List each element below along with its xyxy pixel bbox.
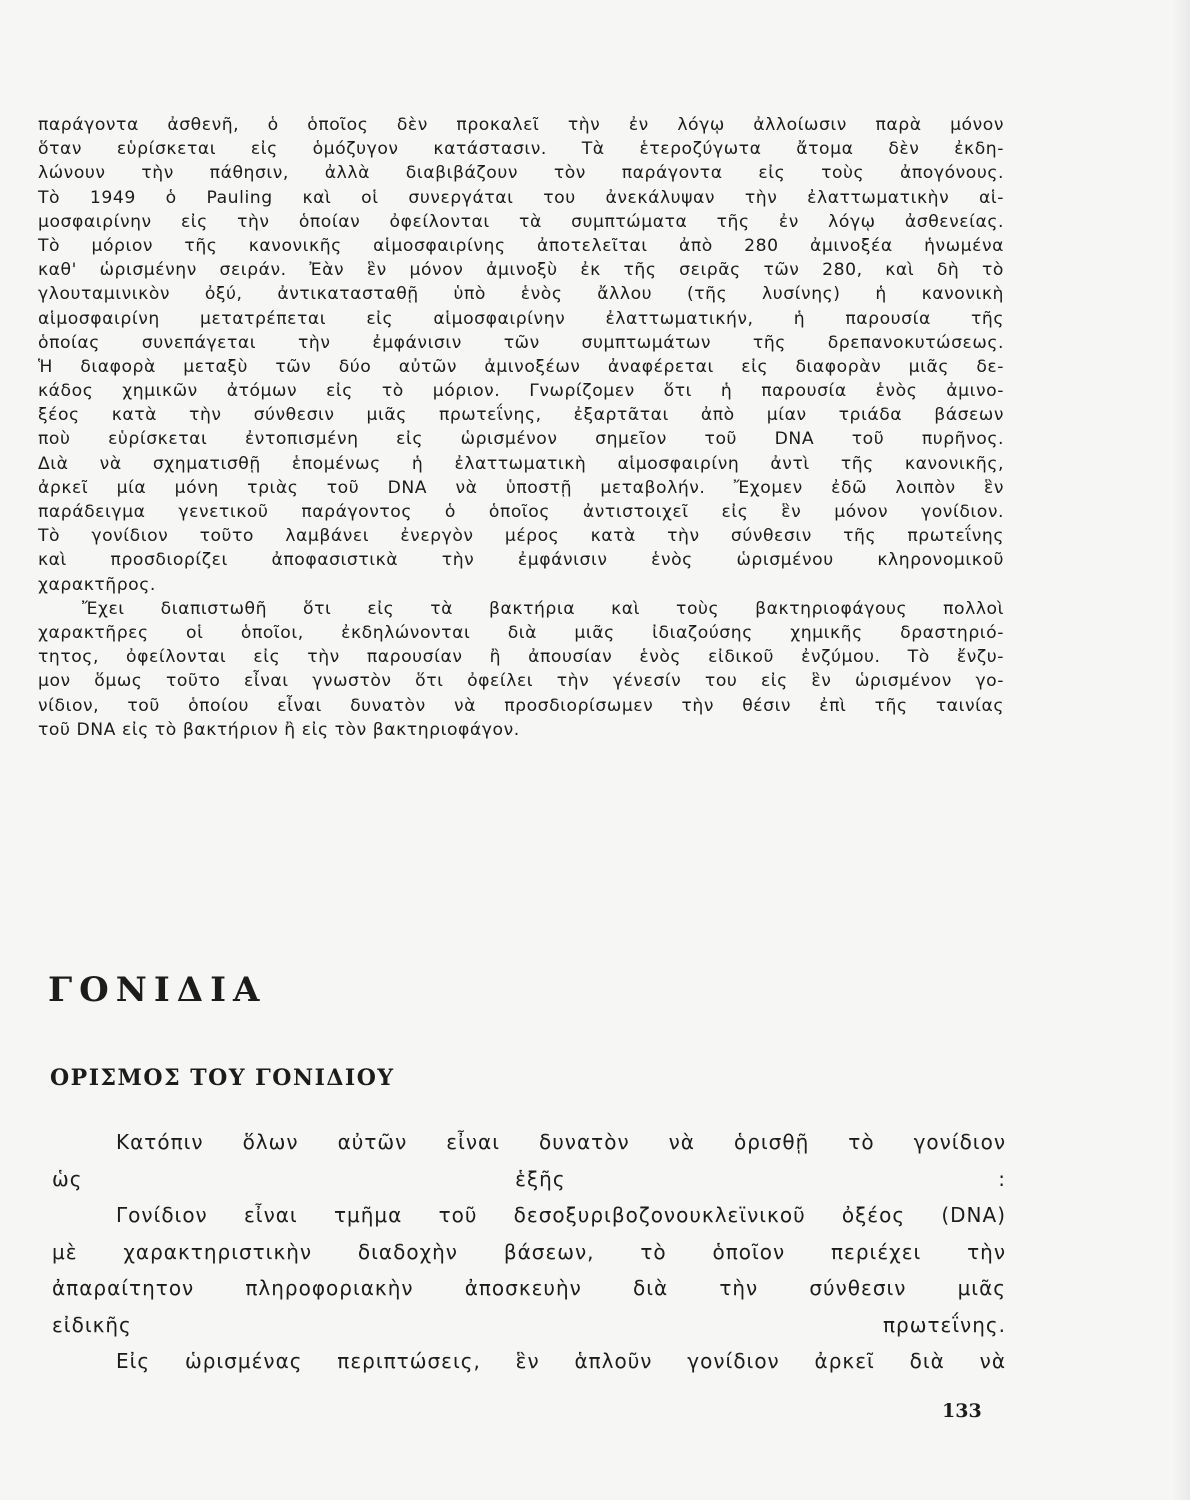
- body-text: [38, 113, 1004, 742]
- text-line: ποὺ εὑρίσκεται ἐντοπισμένη εἰς ὡρισμένον σημεῖον τοῦ DNA τοῦ πυρῆνος.: [38, 429, 1004, 450]
- text-line: μὲ χαρακτηριστικὴν διαδοχὴν βάσεων, τὸ ὁποῖον περιέχει τὴν: [52, 1239, 1006, 1264]
- text-line: Τὸ γονίδιον τοῦτο λαμβάνει ἐνεργὸν μέρος κατὰ τὴν σύνθεσιν τῆς πρωτεΐνης: [38, 526, 1004, 547]
- text-line: εἰδικῆς πρωτεΐνης.: [52, 1312, 1006, 1337]
- text-line: ξέος κατὰ τὴν σύνθεσιν μιᾶς πρωτεΐνης, ἐξαρτᾶται ἀπὸ μίαν τριάδα βάσεων: [38, 405, 1004, 426]
- text-line: Κατόπιν ὅλων αὐτῶν εἶναι δυνατὸν νὰ ὁρισθῇ τὸ γονίδιον: [116, 1130, 1006, 1154]
- text-line: Τὸ 1949 ὁ Pauling καὶ οἱ συνεργάται του ἀνεκάλυψαν τὴν ἐλαττωματικὴν αἱ-: [38, 187, 1004, 208]
- text-line: Γονίδιον εἶναι τμῆμα τοῦ δεσοξυριβοζονουκλεϊνικοῦ ὀξέος (DNA): [116, 1203, 1006, 1227]
- text-line: Διὰ νὰ σχηματισθῇ ἑπομένως ἡ ἐλαττωματικὴ αἱμοσφαιρίνη ἀντὶ τῆς κανονικῆς,: [38, 453, 1004, 474]
- text-line: γλουταμινικὸν ὀξύ, ἀντικατασταθῇ ὑπὸ ἑνὸς ἄλλου (τῆς λυσίνης) ἡ κανονικὴ: [38, 284, 1004, 305]
- text-line: Ἡ διαφορὰ μεταξὺ τῶν δύο αὐτῶν ἀμινοξέων ἀναφέρεται εἰς διαφορὰν μιᾶς δε-: [38, 356, 1004, 377]
- text-line: ὁποίας συνεπάγεται τὴν ἐμφάνισιν τῶν συμπτωμάτων τῆς δρεπανοκυτώσεως.: [38, 332, 1004, 353]
- text-line: Ἔχει διαπιστωθῆ ὅτι εἰς τὰ βακτήρια καὶ τοὺς βακτηριοφάγους πολλοὶ: [82, 598, 1004, 619]
- text-line: τητος, ὀφείλονται εἰς τὴν παρουσίαν ἢ ἀπουσίαν ἑνὸς εἰδικοῦ ἐνζύμου. Τὸ ἔνζυ-: [38, 647, 1004, 668]
- text-line: Εἰς ὡρισμένας περιπτώσεις, ἓν ἁπλοῦν γονίδιον ἀρκεῖ διὰ νὰ: [116, 1349, 1006, 1373]
- text-line: Τὸ μόριον τῆς κανονικῆς αἱμοσφαιρίνης ἀποτελεῖται ἀπὸ 280 ἀμινοξέα ἡνωμένα: [38, 235, 1004, 256]
- text-line: παράγοντα ἀσθενῆ, ὁ ὁποῖος δὲν προκαλεῖ τὴν ἐν λόγῳ ἀλλοίωσιν παρὰ μόνον: [38, 115, 1004, 135]
- text-line: τοῦ DNA εἰς τὸ βακτήριον ἢ εἰς τὸν βακτηριοφάγον.: [38, 719, 520, 740]
- text-line: καὶ προσδιορίζει ἀποφασιστικὰ τὴν ἐμφάνισιν ἑνὸς ὡρισμένου κληρονομικοῦ: [38, 550, 1004, 571]
- text-line: ἀρκεῖ μία μόνη τριὰς τοῦ DNA νὰ ὑποστῇ μεταβολήν. Ἔχομεν ἐδῶ λοιπὸν ἓν: [38, 477, 1004, 498]
- text-line: χαρακτῆρος.: [38, 574, 156, 595]
- page-number: 133: [942, 1400, 982, 1422]
- text-line: ἀπαραίτητον πληροφοριακὴν ἀποσκευὴν διὰ τὴν σύνθεσιν μιᾶς: [52, 1276, 1006, 1300]
- section-heading: ΟΡΙΣΜΟΣ ΤΟΥ ΓΟΝΙΔΙΟΥ: [50, 1065, 395, 1091]
- text-line: αἱμοσφαιρίνη μετατρέπεται εἰς αἱμοσφαιρίνην ἐλαττωματικήν, ἡ παρουσία τῆς: [38, 308, 1004, 329]
- text-line: μον ὅμως τοῦτο εἶναι γνωστὸν ὅτι ὀφείλει τὴν γένεσίν του εἰς ἓν ὡρισμένον γο-: [38, 671, 1004, 692]
- text-line: ὡς ἑξῆς :: [52, 1166, 1006, 1191]
- text-line: παράδειγμα γενετικοῦ παράγοντος ὁ ὁποῖος ἀντιστοιχεῖ εἰς ἓν μόνον γονίδιον.: [38, 502, 1004, 522]
- page-edge-shadow: [1172, 0, 1190, 1500]
- text-line: κάδος χημικῶν ἀτόμων εἰς τὸ μόριον. Γνωρίζομεν ὅτι ἡ παρουσία ἑνὸς ἀμινο-: [38, 381, 1004, 402]
- text-line: λώνουν τὴν πάθησιν, ἀλλὰ διαβιβάζουν τὸν παράγοντα εἰς τοὺς ἀπογόνους.: [38, 163, 1004, 184]
- text-line: νίδιον, τοῦ ὁποίου εἶναι δυνατὸν νὰ προσδιορίσωμεν τὴν θέσιν ἐπὶ τῆς ταινίας: [38, 695, 1004, 716]
- chapter-heading: ΓΟΝΙΔΙΑ: [48, 970, 267, 1010]
- text-line: χαρακτῆρες οἱ ὁποῖοι, ἐκδηλώνονται διὰ μιᾶς ἰδιαζούσης χημικῆς δραστηριό-: [38, 622, 1004, 643]
- text-line: ὅταν εὑρίσκεται εἰς ὁμόζυγον κατάστασιν. Τὰ ἑτεροζύγωτα ἄτομα δὲν ἐκδη-: [38, 139, 1004, 160]
- text-line: μοσφαιρίνην εἰς τὴν ὁποίαν ὀφείλονται τὰ συμπτώματα τῆς ἐν λόγῳ ἀσθενείας.: [38, 211, 1004, 232]
- text-line: καθ' ὡρισμένην σειράν. Ἐὰν ἓν μόνον ἀμινοξὺ ἐκ τῆς σειρᾶς τῶν 280, καὶ δὴ τὸ: [38, 260, 1004, 281]
- definition-text: [52, 1124, 1006, 1380]
